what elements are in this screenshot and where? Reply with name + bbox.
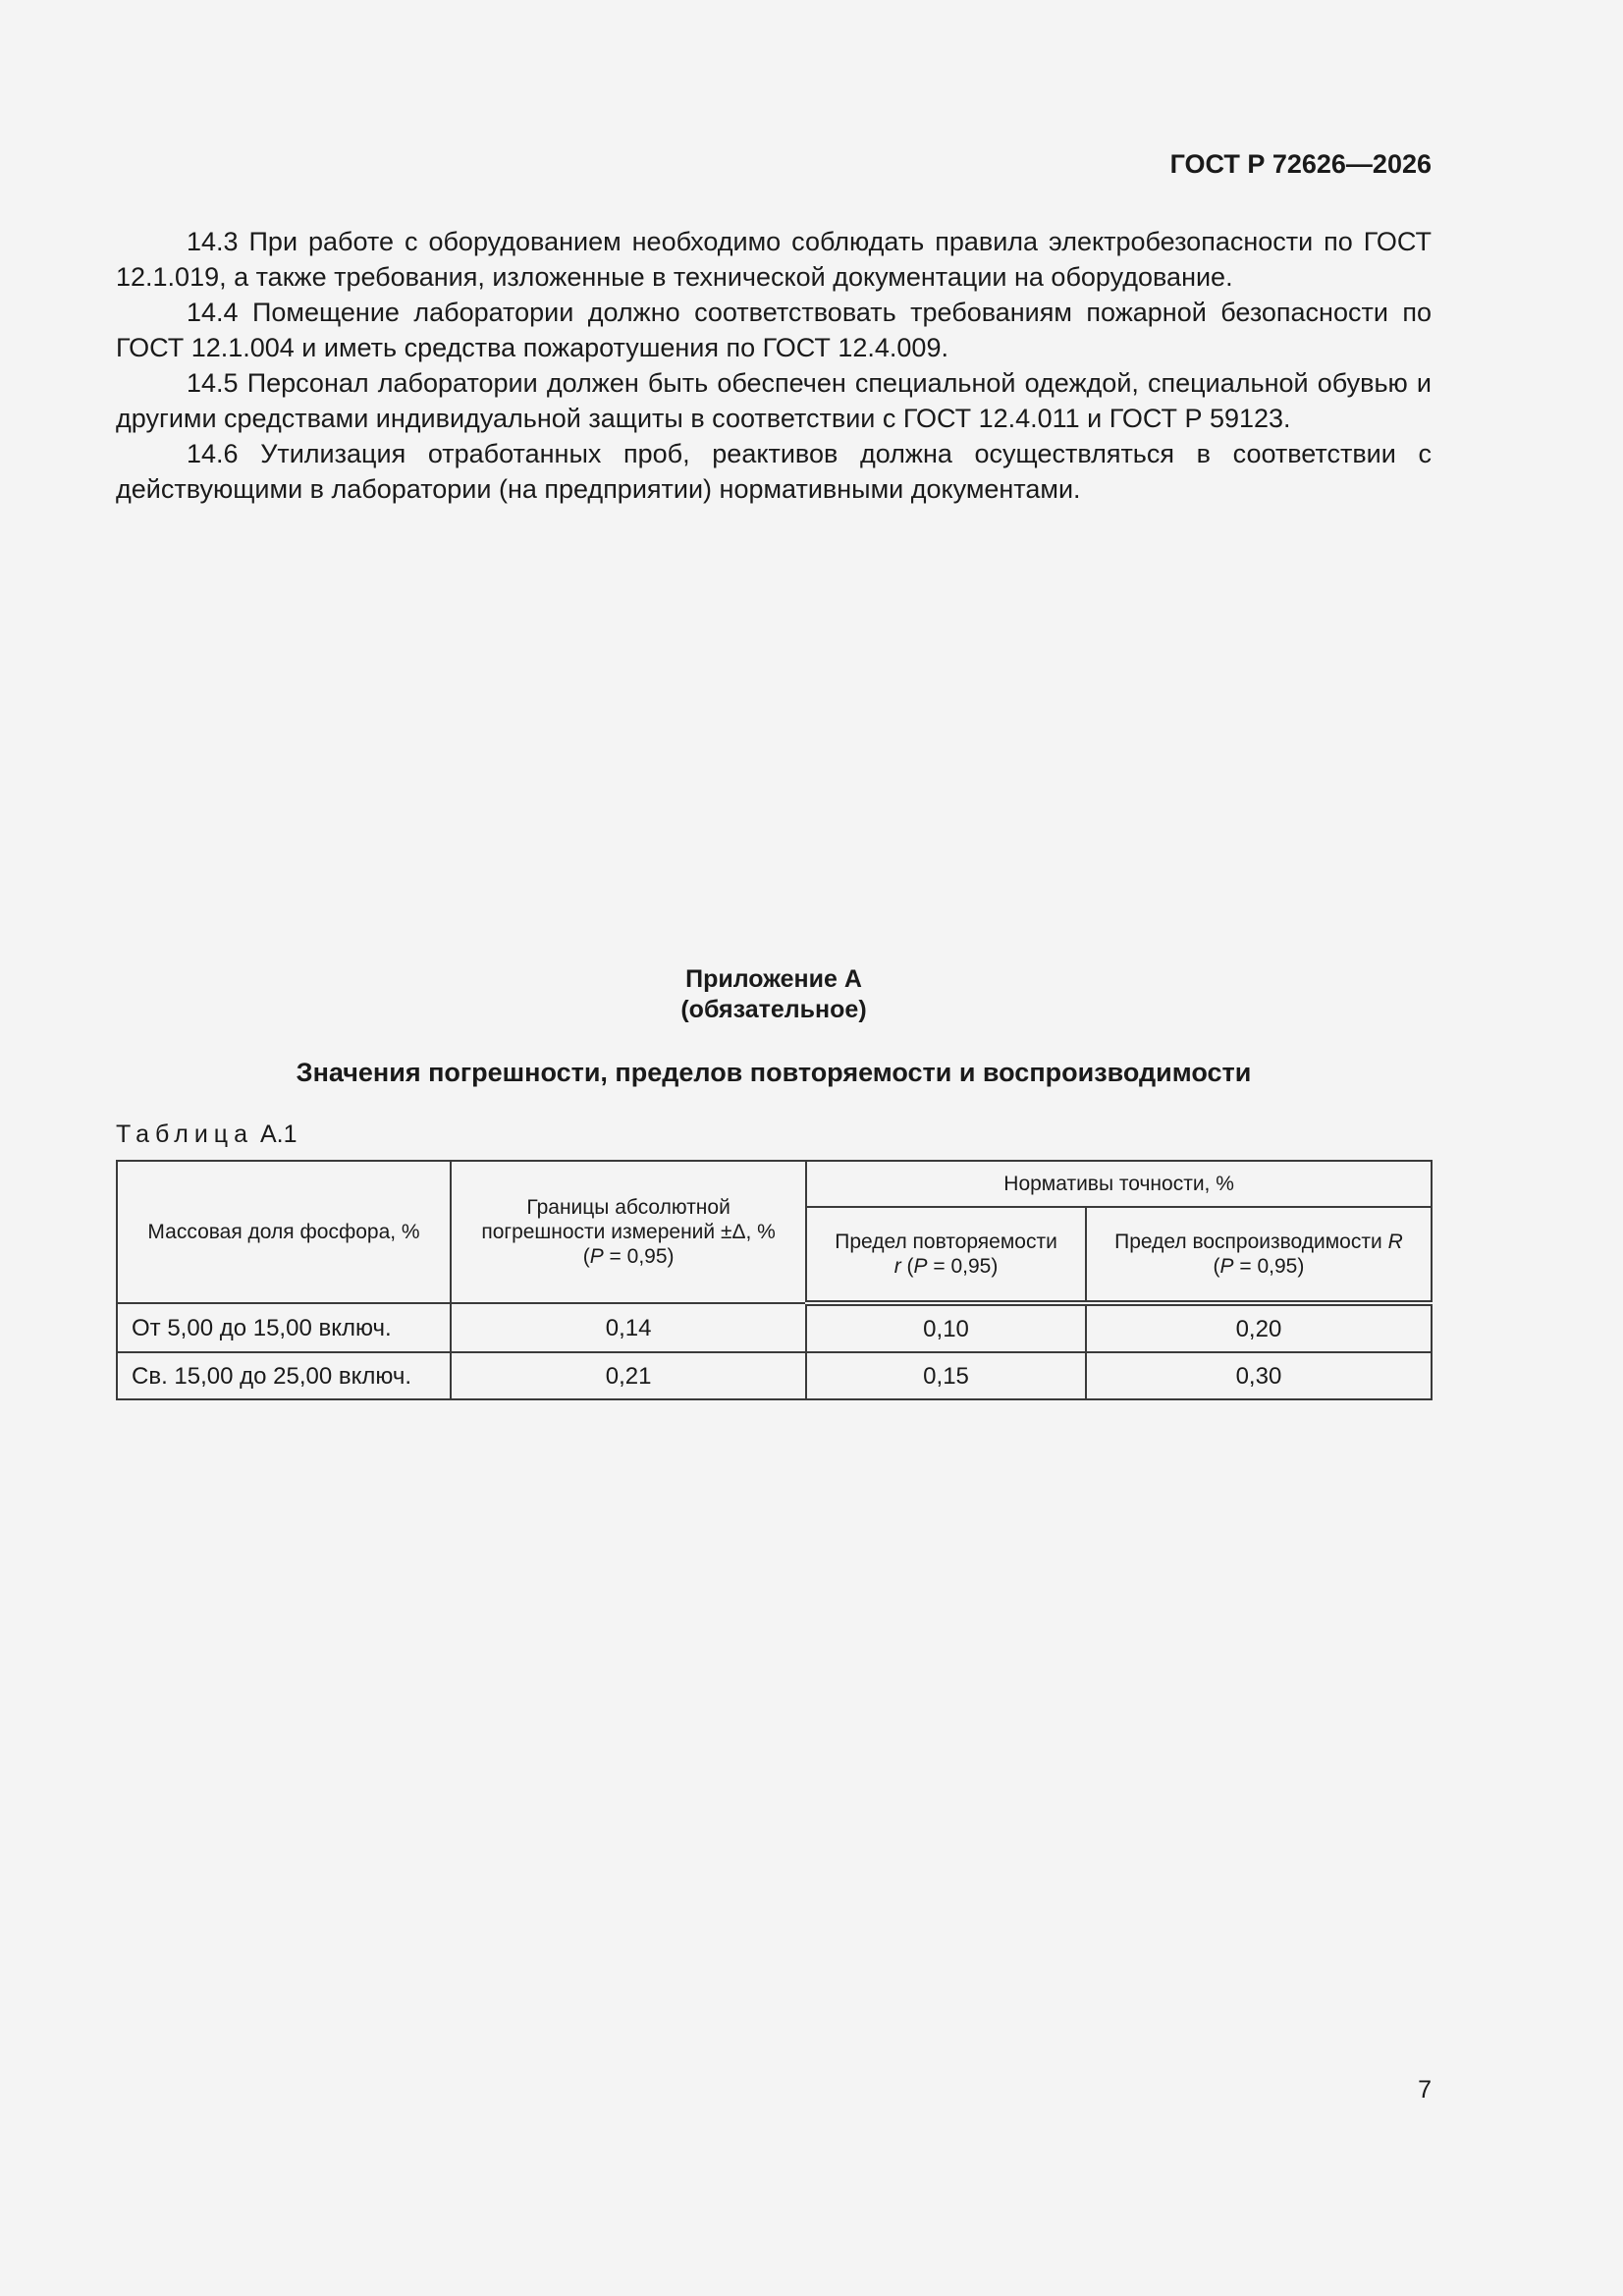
cell-repeatability: 0,10 xyxy=(806,1303,1086,1352)
table-row xyxy=(117,1303,1432,1352)
header-repeatability-p: P xyxy=(913,1255,928,1278)
header-error-tail: = 0,95) xyxy=(603,1245,675,1268)
cell-reproducibility: 0,20 xyxy=(1086,1303,1432,1352)
header-accuracy-norms: Нормативы точности, % xyxy=(806,1161,1432,1207)
header-error-line1: Границы абсолютной xyxy=(526,1196,730,1219)
accuracy-table xyxy=(116,1160,1433,1400)
header-reproducibility-tail: = 0,95) xyxy=(1233,1255,1305,1278)
header-error-p: P xyxy=(589,1245,604,1268)
cell-range: От 5,00 до 15,00 включ. xyxy=(117,1303,451,1352)
header-reproducibility-p: P xyxy=(1219,1255,1234,1278)
table-caption xyxy=(116,1119,298,1150)
appendix-status: (обязательное) xyxy=(680,996,867,1023)
header-error-line2: погрешности измерений ±Δ, % xyxy=(481,1221,776,1243)
table-row xyxy=(117,1352,1432,1399)
paragraph-14-6: 14.6 Утилизация отработанных проб, реактивов должна осуществляться в соответствии с действующими в лаборатории (на предприятии) нормативными документами. xyxy=(116,439,1432,504)
appendix-label: Приложение А xyxy=(685,965,862,993)
paragraph-14-5: 14.5 Персонал лаборатории должен быть обеспечен специальной одеждой, специальной обувью и другими средствами индивидуальной защиты в соответствии с ГОСТ 12.4.011 и ГОСТ Р 59123. xyxy=(116,368,1432,433)
body-text xyxy=(116,224,1432,507)
page-number: 7 xyxy=(1418,2076,1432,2104)
cell-repeatability: 0,15 xyxy=(806,1352,1086,1399)
table-caption-word: Таблица xyxy=(116,1121,254,1148)
header-repeatability-line1: Предел повторяемости xyxy=(835,1230,1057,1253)
header-repeatability-symbol: r xyxy=(893,1255,901,1278)
document-code: ГОСТ Р 72626—2026 xyxy=(1169,149,1432,179)
cell-delta: 0,14 xyxy=(451,1303,806,1352)
paragraph-14-3: 14.3 При работе с оборудованием необходимо соблюдать правила электробезопасности по ГОСТ 12.1.019, а также требования, изложенные в технической документации на оборудование. xyxy=(116,227,1432,292)
table-caption-number: А.1 xyxy=(259,1121,298,1148)
cell-range: Св. 15,00 до 25,00 включ. xyxy=(117,1352,451,1399)
appendix-title: Значения погрешности, пределов повторяемости и воспроизводимости xyxy=(296,1058,1252,1087)
cell-delta: 0,21 xyxy=(451,1352,806,1399)
header-repeatability: Предел повторяемости r (P = 0,95) xyxy=(806,1207,1086,1303)
header-reproducibility-symbol: R xyxy=(1387,1230,1403,1253)
header-error-bounds: Границы абсолютной погрешности измерений ±Δ, % (P = 0,95) xyxy=(451,1161,806,1303)
header-repeatability-tail: = 0,95) xyxy=(927,1255,999,1278)
header-mass-fraction: Массовая доля фосфора, % xyxy=(117,1161,451,1303)
paragraph-14-4: 14.4 Помещение лаборатории должно соответствовать требованиям пожарной безопасности по ГОСТ 12.1.004 и иметь средства пожаротушения по ГОСТ 12.4.009. xyxy=(116,298,1432,362)
header-reproducibility: Предел воспроизводимости R (P = 0,95) xyxy=(1086,1207,1432,1303)
cell-reproducibility: 0,30 xyxy=(1086,1352,1432,1399)
header-reproducibility-line1: Предел воспроизводимости xyxy=(1114,1230,1382,1253)
appendix-heading xyxy=(116,964,1432,1025)
